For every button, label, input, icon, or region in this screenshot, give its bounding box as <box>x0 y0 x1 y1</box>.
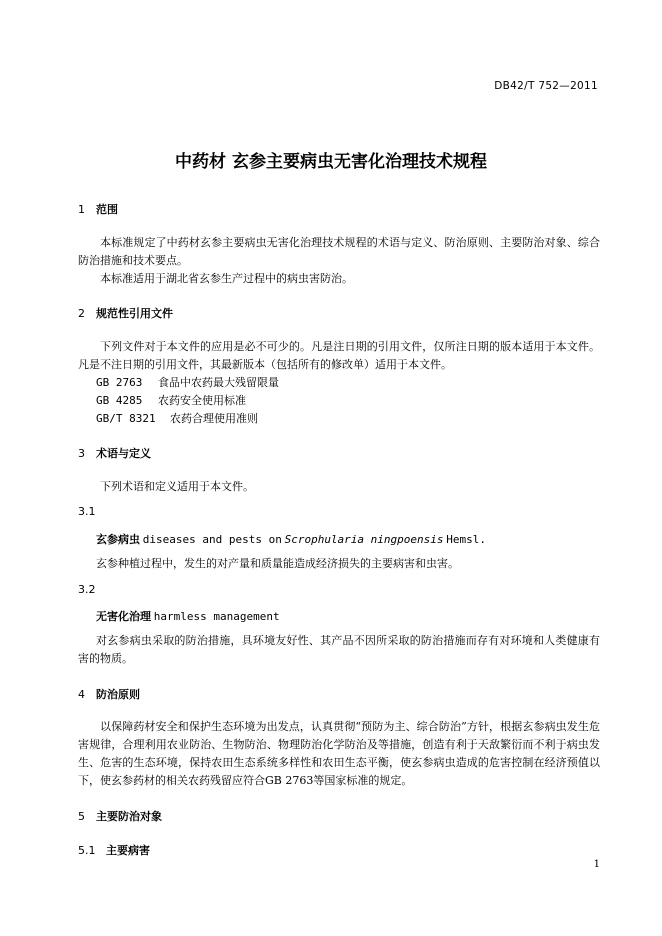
page-title: 中药材 玄参主要病虫无害化治理技术规程 <box>175 152 487 172</box>
reference-code: GB 2763 <box>96 376 143 389</box>
paragraph: 下列术语和定义适用于本文件。 <box>100 480 254 493</box>
subsection-number: 5.1 <box>78 844 96 857</box>
section-title: 规范性引用文件 <box>96 307 173 320</box>
section-heading-2 <box>78 305 173 321</box>
reference-name: 食品中农药最大残留限量 <box>158 376 279 389</box>
term-zh: 无害化治理 <box>96 610 151 623</box>
term-en: diseases and pests on <box>142 533 282 546</box>
paragraph: 本标准规定了中药材玄参主要病虫无害化治理技术规程的术语与定义、防治原则、主要防治对象、综合防治措施和技术要点。 <box>78 236 600 267</box>
section-title: 术语与定义 <box>96 447 151 460</box>
section-number: 3 <box>78 447 85 460</box>
clause-number: 3.1 <box>78 505 96 518</box>
section-title: 范围 <box>96 203 118 216</box>
reference-name: 农药合理使用准则 <box>170 412 258 425</box>
section-heading-4 <box>78 686 140 702</box>
paragraph: 本标准适用于湖北省玄参生产过程中的病虫害防治。 <box>100 272 353 285</box>
paragraph: 以保障药材安全和保护生态环境为出发点，认真贯彻“预防为主、综合防治”方针，根据玄参病虫发生危害规律，合理利用农业防治、生物防治、物理防治化学防治及等措施，创造有利于天敌繁衍而不利于病虫发生、危害的生态环境，保持农田生态系统多样性和农田生态平衡，使玄参病虫造成的危害控制在经济预值以下，使玄参药材的相关农药残留应符合GB 2763等国家标准的规定。 <box>78 720 600 787</box>
paragraph: 下列文件对于本文件的应用是必不可少的。凡是注日期的引用文件，仅所注日期的版本适用于本文件。凡是不注日期的引用文件，其最新版本（包括所有的修改单）适用于本文件。 <box>78 340 600 371</box>
term-zh: 玄参病虫 <box>96 533 140 546</box>
document-number: DB42/T 752—2011 <box>494 80 598 92</box>
section-title: 防治原则 <box>96 688 140 701</box>
reference-item <box>96 374 279 390</box>
term-definition: 玄参种植过程中，发生的对产量和质量能造成经济损失的主要病害和虫害。 <box>96 557 459 570</box>
section-number: 5 <box>78 810 85 823</box>
section-heading-5 <box>78 808 162 824</box>
subsection-heading-5-1 <box>78 842 150 858</box>
reference-item <box>96 410 258 426</box>
section-heading-1 <box>78 201 118 217</box>
section-number: 1 <box>78 203 85 216</box>
section-title: 主要防治对象 <box>96 810 162 823</box>
reference-code: GB 4285 <box>96 394 143 407</box>
clause-number: 3.2 <box>78 583 96 596</box>
term-definition: 对玄参病虫采取的防治措施，具环境友好性、其产品不因所采取的防治措施而存有对环境和人类健康有害的物质。 <box>78 634 600 665</box>
term-en: harmless management <box>153 610 280 623</box>
reference-item <box>96 392 246 408</box>
reference-name: 农药安全使用标准 <box>158 394 246 407</box>
section-heading-3 <box>78 445 151 461</box>
section-number: 2 <box>78 307 85 320</box>
term-en-author: Hemsl. <box>446 533 487 546</box>
page-number: 1 <box>593 859 600 870</box>
subsection-title: 主要病害 <box>106 844 150 857</box>
term-entry <box>96 531 486 547</box>
reference-code: GB/T 8321 <box>96 412 156 425</box>
section-number: 4 <box>78 688 85 701</box>
term-en-latin: Scrophularia ningpoensis <box>284 533 444 546</box>
term-entry <box>96 608 280 624</box>
